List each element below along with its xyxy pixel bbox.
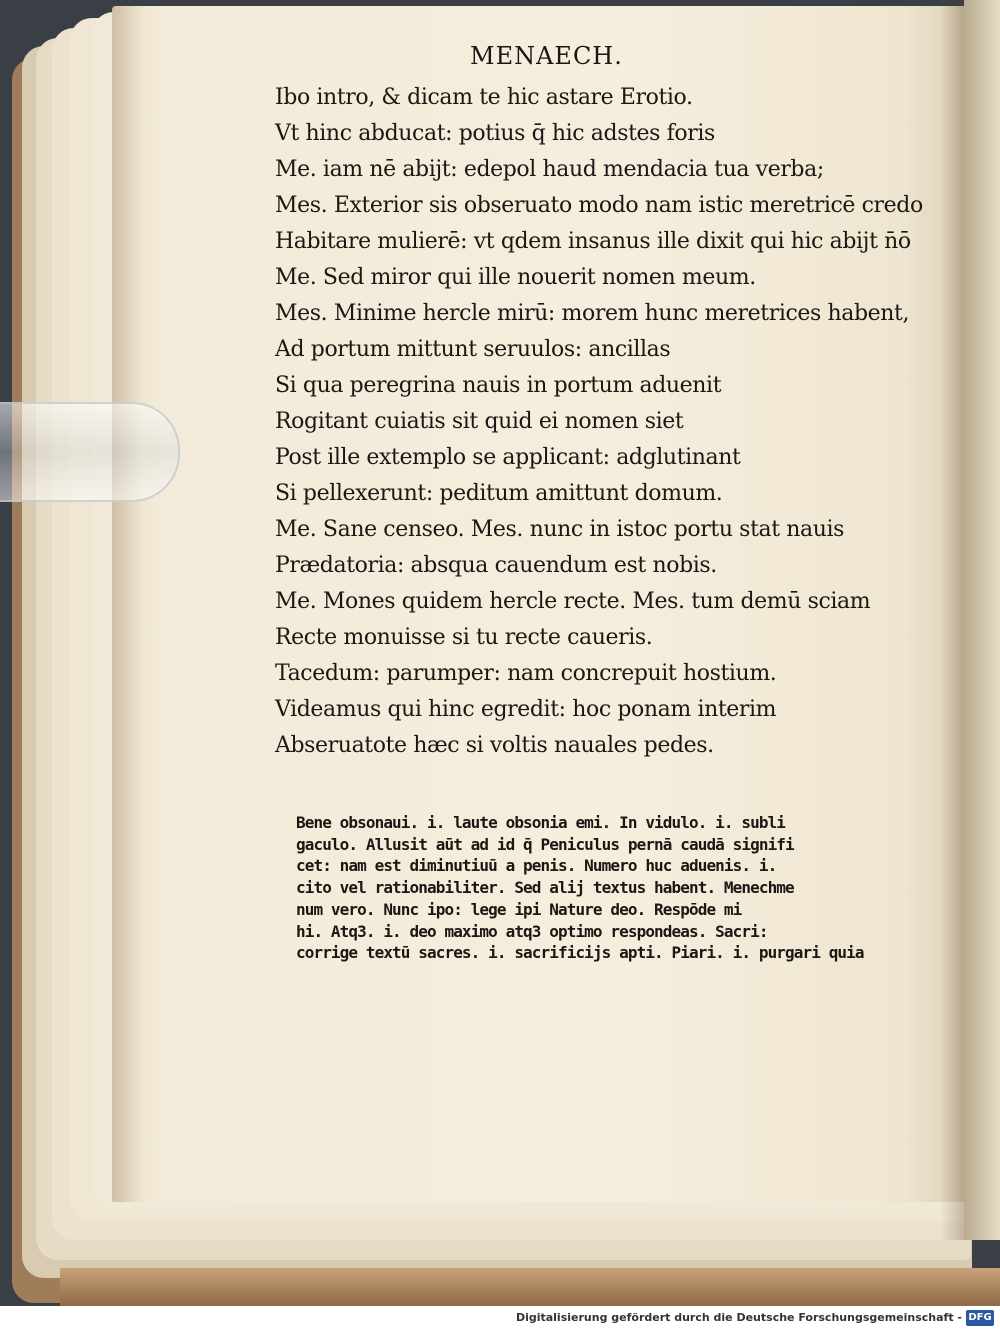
- verse-line: Vt hinc abducat: potius q̄ hic adstes foris: [275, 121, 715, 146]
- verse-line: Mes. Minime hercle mirū: morem hunc meretrices habent,: [275, 301, 910, 326]
- verse-line: Me. Sane censeo. Mes. nunc in istoc portu stat nauis: [275, 517, 845, 542]
- verse-line: Si pellexerunt: peditum amittunt domum.: [275, 481, 723, 506]
- verse-line: Me. Mones quidem hercle recte. Mes. tum demū sciam: [275, 589, 871, 614]
- verse-line: Ibo intro, & dicam te hic astare Erotio.: [275, 85, 693, 110]
- verse-line: Si qua peregrina nauis in portum aduenit: [275, 373, 722, 398]
- running-header: MENAECH.: [470, 42, 623, 70]
- verse-line: Rogitant cuiatis sit quid ei nomen siet: [275, 409, 684, 434]
- commentary-line: num vero. Nunc ipo: lege ipi Nature deo. Respōde mi: [296, 899, 742, 919]
- dfg-logo: DFG: [966, 1310, 994, 1326]
- footer-credit: Digitalisierung gefördert durch die Deutsche Forschungsgemeinschaft -: [515, 1311, 962, 1324]
- verse-line: Recte monuisse si tu recte caueris.: [275, 625, 653, 650]
- footer-bar: [0, 1308, 1000, 1329]
- verse-line: Abseruatote hæc si voltis nauales pedes.: [275, 733, 714, 758]
- verse-line: Habitare mulierē: vt qdem insanus ille dixit qui hic abijt n̄ō: [275, 229, 911, 254]
- page-clip: [0, 402, 180, 502]
- commentary-line: cet: nam est diminutiuū a penis. Numero huc aduenis. i.: [296, 856, 777, 876]
- verse-line: Tacedum: parumper: nam concrepuit hostium.: [275, 661, 777, 686]
- verse-line: Prædatoria: absqua cauendum est nobis.: [275, 553, 717, 578]
- verse-line: Videamus qui hinc egredit: hoc ponam interim: [275, 697, 777, 722]
- verse-text: [275, 80, 923, 764]
- commentary-line: hi. Atq3. i. deo maximo atq3 optimo respondeas. Sacri:: [296, 921, 768, 941]
- commentary-line: Bene obsonaui. i. laute obsonia emi. In vidulo. i. subli: [296, 813, 786, 832]
- binding-board: [60, 1268, 1000, 1306]
- facing-page-edge: [964, 0, 1000, 1240]
- verse-line: Mes. Exterior sis obseruato modo nam istic meretricē credo: [275, 193, 923, 218]
- page-gutter-shadow: [112, 6, 142, 1202]
- commentary-text: [296, 812, 864, 964]
- commentary-line: cito vel rationabiliter. Sed alij textus habent. Menechme: [296, 878, 794, 898]
- verse-line: Me. iam nē abijt: edepol haud mendacia tua verba;: [275, 157, 824, 182]
- commentary-line: corrige textū sacres. i. sacrificijs apti. Piari. i. purgari quia: [296, 943, 864, 963]
- verse-line: Post ille extemplo se applicant: adglutinant: [275, 445, 741, 470]
- verse-line: Me. Sed miror qui ille nouerit nomen meum.: [275, 265, 756, 290]
- commentary-line: gaculo. Allusit aūt ad id q̄ Peniculus pernā caudā signifi: [296, 834, 794, 854]
- verse-line: Ad portum mittunt seruulos: ancillas: [275, 337, 671, 362]
